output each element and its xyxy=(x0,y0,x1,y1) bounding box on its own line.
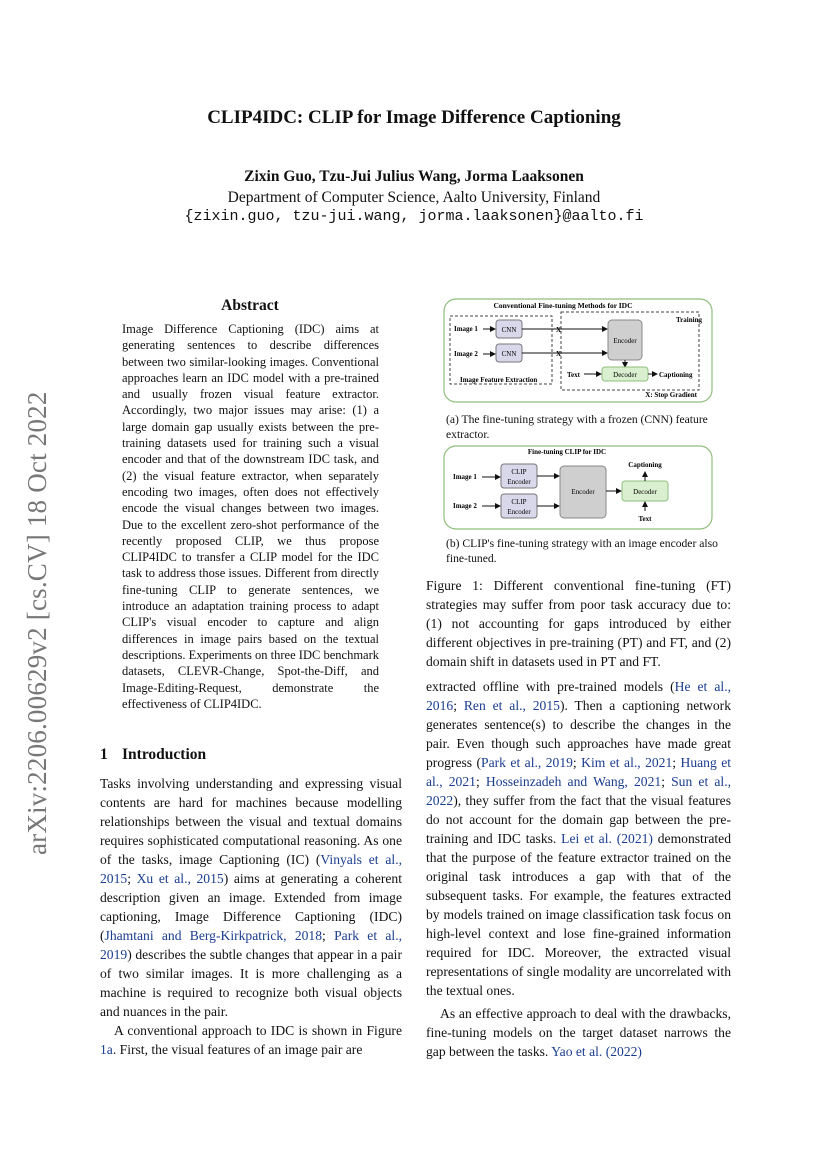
training-label: Training xyxy=(676,316,702,324)
intro-paragraph-4: As an effective approach to deal with the drawbacks, fine-tuning models on the target dataset narrows the gap between the tasks. Yao et al. (2022) xyxy=(426,1006,731,1059)
figure-1b-diagram xyxy=(443,445,713,530)
captioning-label: Captioning xyxy=(659,371,693,379)
authors: Zixin Guo, Tzu-Jui Julius Wang, Jorma Laaksonen xyxy=(244,168,584,185)
svg-text:Decoder: Decoder xyxy=(613,371,637,379)
citation-link[interactable]: Jhamtani and Berg-Kirkpatrick, 2018 xyxy=(104,928,323,943)
stop-gradient-x: X xyxy=(556,326,562,334)
affiliation: Department of Computer Science, Aalto University, Finland xyxy=(227,189,601,206)
citation-link[interactable]: He et al., 2016 xyxy=(426,679,731,713)
citation-link[interactable]: Vinyals et al., 2015 xyxy=(100,852,403,886)
citation-link[interactable]: Hosseinzadeh and Wang, 2021 xyxy=(485,774,662,789)
svg-text:Encoder: Encoder xyxy=(507,478,531,486)
svg-text:CNN: CNN xyxy=(501,326,517,334)
svg-text:Encoder: Encoder xyxy=(507,508,531,516)
figure-1-caption: Figure 1: Different conventional fine-tuning (FT) strategies may suffer from poor task accuracy due to: (1) not accounting for gaps introduced by either different objectives in pre-training (PT) and FT, and (2) domain shift in datasets used in PT and FT. xyxy=(426,578,731,669)
citation-link[interactable]: Xu et al., 2015 xyxy=(136,871,224,886)
arxiv-side-label: arXiv:2206.00629v2 [cs.CV] 18 Oct 2022 xyxy=(22,391,52,855)
section-number: 1 xyxy=(100,746,108,763)
section-heading xyxy=(100,746,206,764)
intro-column-right xyxy=(426,677,731,1061)
intro-paragraph-3: extracted offline with pre-trained models (He et al., 2016; Ren et al., 2015). Then a captioning network generates sentence(s) to describe the changes in the pair. Even though such approaches have made great progress (Park et al., 2019; Kim et al., 2021; Huang et al., 2021; Hosseinzadeh and Wang, 2021; Sun et al., 2022), they suffer from the fact that the visual features do not account for the domain gap between the pre-training and IDC tasks. Lei et al. (2021) demonstrated that the purpose of the feature extractor trained on the original task introduces a gap with that of the subsequent tasks. For example, the features extracted by models trained on image classification task focus on high-level context and lose fine-grained information required for IDC. Moreover, the extracted visual representations of single modality are uncorrelated with the textual ones. xyxy=(426,679,732,998)
feature-extraction-label: Image Feature Extraction xyxy=(460,376,538,384)
section-title: Introduction xyxy=(122,746,207,763)
stop-gradient-legend: X: Stop Gradient xyxy=(645,391,697,399)
figure-1a-caption: (a) The fine-tuning strategy with a frozen (CNN) feature extractor. xyxy=(446,413,708,441)
svg-text:Encoder: Encoder xyxy=(571,488,595,496)
stop-gradient-x: X xyxy=(556,350,562,358)
svg-text:CLIP: CLIP xyxy=(511,468,527,476)
citation-link[interactable]: Park et al., 2019 xyxy=(100,928,402,962)
captioning-label: Captioning xyxy=(628,461,662,469)
image2-label: Image 2 xyxy=(454,350,478,358)
citation-link[interactable]: Yao et al. (2022) xyxy=(551,1044,642,1059)
text-label: Text xyxy=(567,371,580,379)
svg-text:Decoder: Decoder xyxy=(633,488,657,496)
svg-text:CNN: CNN xyxy=(501,350,517,358)
image1-label: Image 1 xyxy=(454,325,478,333)
intro-paragraph-1: Tasks involving understanding and expressing visual contents are hard for machines because modelling relationships between the visual and textual domains requires sophisticated computational reasoning. As one of the tasks, image Captioning (IC) (Vinyals et al., 2015; Xu et al., 2015) aims at generating a coherent description given an image. Extended from image captioning, Image Difference Captioning (IDC) (Jhamtani and Berg-Kirkpatrick, 2018; Park et al., 2019) describes the subtle changes that appear in a pair of two similar images. It is more challenging as a machine is required to recognize both visual objects and nuances in the pair. xyxy=(100,776,403,1019)
abstract-heading: Abstract xyxy=(221,297,279,314)
citation-link[interactable]: Kim et al., 2021 xyxy=(581,755,673,770)
citation-link[interactable]: Ren et al., 2015 xyxy=(463,698,560,713)
image1-label: Image 1 xyxy=(453,473,477,481)
panel-a-header: Conventional Fine-tuning Methods for IDC xyxy=(493,301,633,310)
citation-link[interactable]: Huang et al., 2021 xyxy=(426,755,732,789)
image2-label: Image 2 xyxy=(453,502,477,510)
panel-b-header: Fine-tuning CLIP for IDC xyxy=(527,448,607,456)
text-label: Text xyxy=(638,515,652,523)
svg-text:Encoder: Encoder xyxy=(613,337,637,345)
panel-a-frame xyxy=(444,299,712,402)
citation-link[interactable]: Lei et al. (2021) xyxy=(561,831,653,846)
paper-title: CLIP4IDC: CLIP for Image Difference Captioning xyxy=(207,107,621,128)
figure-1b-caption: (b) CLIP's fine-tuning strategy with an image encoder also fine-tuned. xyxy=(446,537,718,565)
intro-paragraph-2: A conventional approach to IDC is shown in Figure 1a. First, the visual features of an image pair are xyxy=(100,1023,402,1057)
figure-ref-link[interactable]: 1a xyxy=(100,1042,113,1057)
citation-link[interactable]: Park et al., 2019 xyxy=(481,755,573,770)
citation-link[interactable]: Sun et al., 2022 xyxy=(426,774,731,808)
abstract-text: Image Difference Captioning (IDC) aims at generating sentences to describe differences between two similar-looking images. Conventional approaches learn an IDC model with a pre-trained and usually frozen visual feature extractor. Accordingly, two major issues may arise: (1) a large domain gap usually exists between the pre-training datasets used for training such a visual encoder and that of the downstream IDC task, and (2) the visual feature extractor, when separately encoding two images, often does not effectively encode the visual changes between two images. Due to the excellent zero-shot performance of the recently proposed CLIP, we thus propose CLIP4IDC to transfer a CLIP model for the IDC task to address those issues. Different from directly fine-tuning CLIP to generate sentences, we introduce an adaptation training process to adapt CLIP's visual encoder to capture and align differences in image pairs based on the textual descriptions. Experiments on three IDC benchmark datasets, CLEVR-Change, Spot-the-Diff, and Image-Editing-Request, demonstrate the effectiveness of CLIP4IDC. xyxy=(122,322,379,711)
emails: {zixin.guo, tzu-jui.wang, jorma.laaksonen}@aalto.fi xyxy=(184,208,644,225)
svg-text:CLIP: CLIP xyxy=(511,498,527,506)
intro-column-left xyxy=(100,774,402,1059)
figure-1a-diagram xyxy=(443,298,713,403)
